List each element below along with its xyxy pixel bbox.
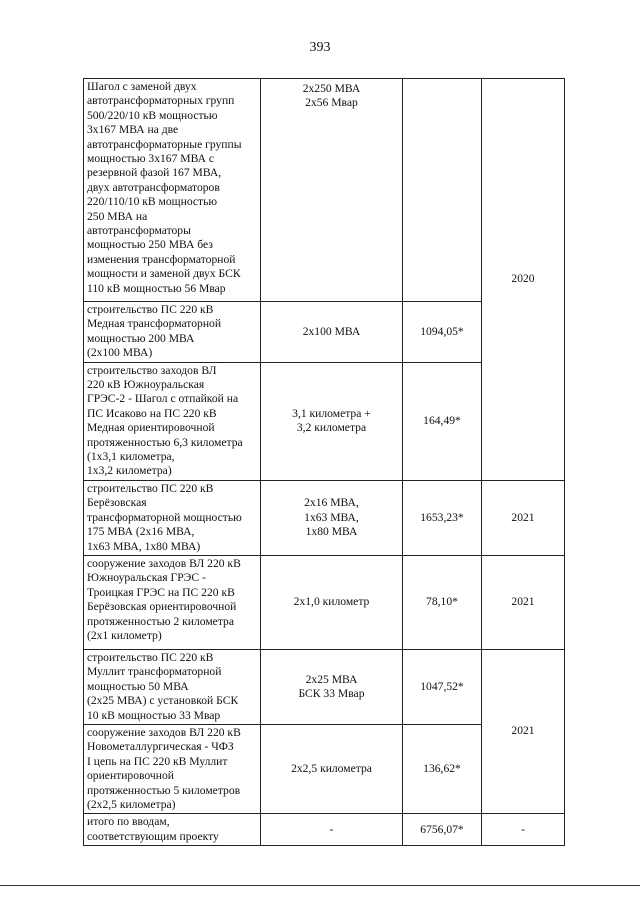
description-cell: строительство заходов ВЛ 220 кВ Южноуральская ГРЭС-2 - Шагол с отпайкой на ПС Исаково на ПС 220 кВ Медная ориентировочной протяженностью 6,3 километра (1х3,1 километра, 1х3,2 километра) <box>84 362 261 480</box>
parameters-cell: 2х2,5 километра <box>261 724 403 813</box>
parameters-cell: 2х100 МВА <box>261 302 403 363</box>
parameters-cell: 3,1 километра + 3,2 километра <box>261 362 403 480</box>
description-cell: строительство ПС 220 кВ Берёзовская трансформаторной мощностью 175 МВА (2х16 МВА, 1х63 МВА, 1х80 МВА) <box>84 480 261 555</box>
parameters-cell: 2х25 МВА БСК 33 Мвар <box>261 649 403 724</box>
description-cell: Шагол с заменой двух автотрансформаторных групп 500/220/10 кВ мощностью 3х167 МВА на две автотрансформаторные группы мощностью 3х167 МВА с резервной фазой 167 МВА, двух автотрансформаторов 220/110/10 кВ мощностью 250 МВА на автотрансформаторы мощностью 250 МВА без изменения трансформаторной мощности и заменой двух БСК 110 кВ мощностью 56 Мвар <box>84 79 261 302</box>
description-cell: строительство ПС 220 кВ Муллит трансформаторной мощностью 50 МВА (2х25 МВА) с установкой БСК 10 кВ мощностью 33 Мвар <box>84 649 261 724</box>
description-cell: сооружение заходов ВЛ 220 кВ Южноуральская ГРЭС - Троицкая ГРЭС на ПС 220 кВ Берёзовская ориентировочной протяженностью 2 километра (2х1 километр) <box>84 555 261 649</box>
page-number: 393 <box>309 40 331 55</box>
table-row <box>84 555 565 649</box>
year-cell: 2021 <box>482 649 565 813</box>
year-cell: 2020 <box>482 79 565 481</box>
investment-table <box>83 78 565 846</box>
cost-cell: 164,49* <box>403 362 482 480</box>
table-row-total <box>84 814 565 846</box>
year-cell: 2021 <box>482 480 565 555</box>
description-cell: итого по вводам, соответствующим проекту <box>84 814 261 846</box>
parameters-cell: 2х1,0 километр <box>261 555 403 649</box>
cost-cell: 6756,07* <box>403 814 482 846</box>
year-cell: - <box>482 814 565 846</box>
bottom-rule <box>0 885 640 886</box>
table-row <box>84 79 565 302</box>
cost-cell: 1047,52* <box>403 649 482 724</box>
parameters-cell: 2х16 МВА, 1х63 МВА, 1х80 МВА <box>261 480 403 555</box>
cost-cell: 136,62* <box>403 724 482 813</box>
description-cell: сооружение заходов ВЛ 220 кВ Новометаллургическая - ЧФЗ I цепь на ПС 220 кВ Муллит ориентировочной протяженностью 5 километров (2х2,5 километра) <box>84 724 261 813</box>
cost-cell: 1094,05* <box>403 302 482 363</box>
table-row <box>84 649 565 724</box>
parameters-cell: - <box>261 814 403 846</box>
parameters-cell: 2х250 МВА 2х56 Мвар <box>261 79 403 302</box>
year-cell: 2021 <box>482 555 565 649</box>
cost-cell <box>403 79 482 302</box>
cost-cell: 1653,23* <box>403 480 482 555</box>
description-cell: строительство ПС 220 кВ Медная трансформаторной мощностью 200 МВА (2х100 МВА) <box>84 302 261 363</box>
cost-cell: 78,10* <box>403 555 482 649</box>
table-row <box>84 480 565 555</box>
